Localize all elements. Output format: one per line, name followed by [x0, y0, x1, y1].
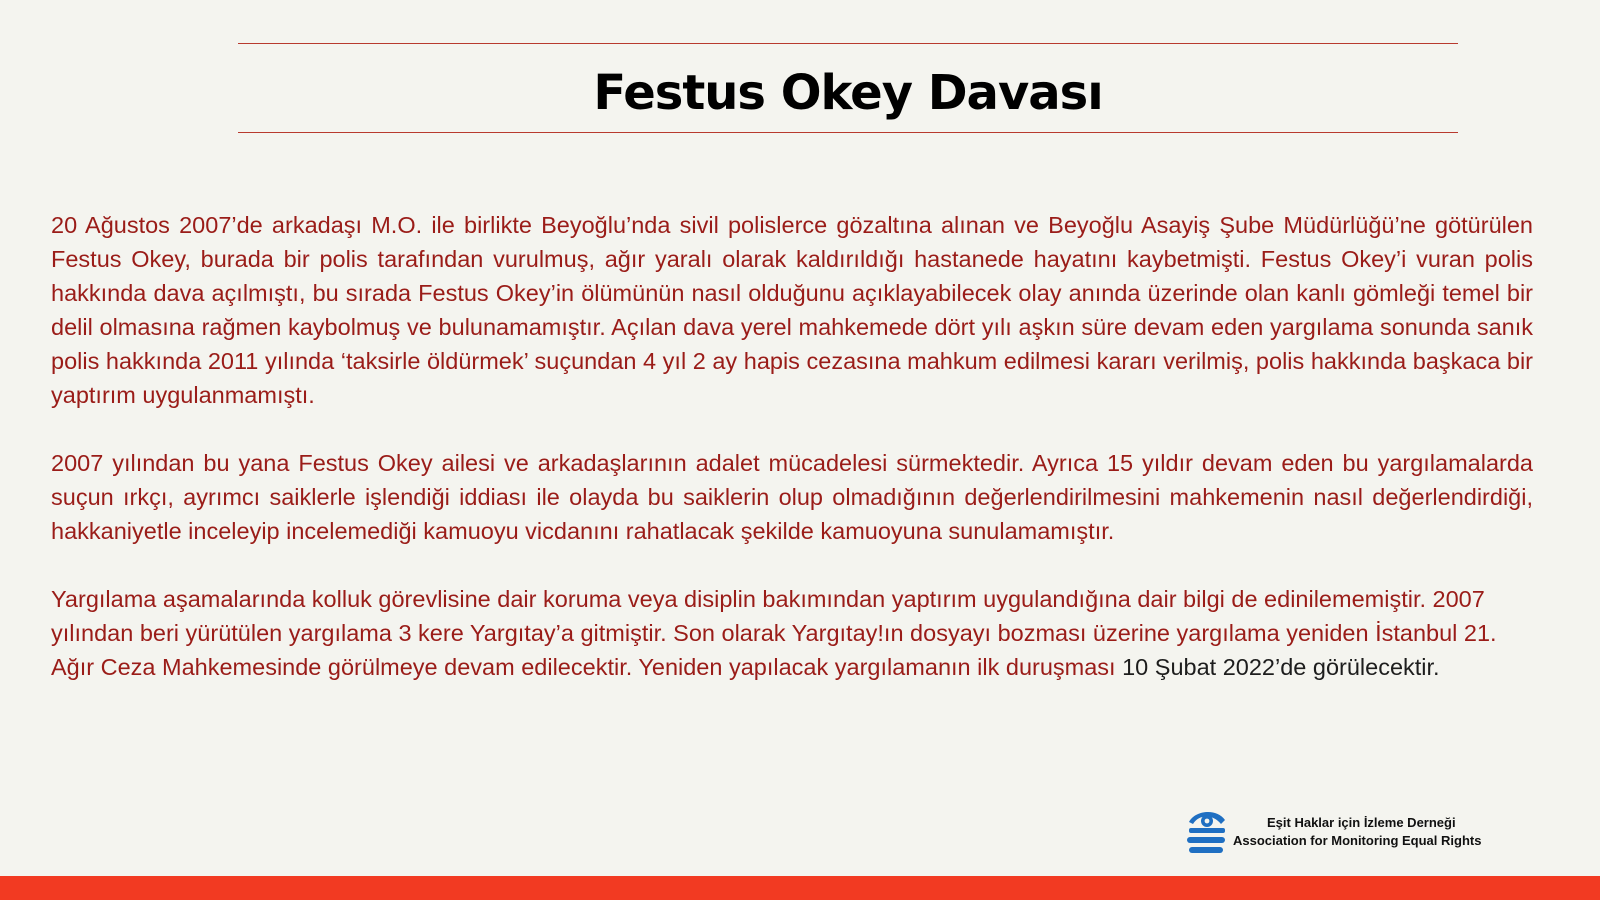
paragraph-1: 20 Ağustos 2007’de arkadaşı M.O. ile birlikte Beyoğlu’nda sivil polislerce gözaltına alınan ve Beyoğlu Asayiş Şube Müdürlüğü’ne götürülen Festus Okey, burada bir polis tarafından vurulmuş, ağır yaralı olarak kaldırıldığı hastanede hayatını kaybetmişti. Festus Okey’i vuran polis hakkında dava açılmıştı, bu sırada Festus Okey’in ölümünün nasıl olduğunu açıklayabilecek olay anında üzerinde olan kanlı gömleği temel bir delil olmasına rağmen kaybolmuş ve bulunamamıştır. Açılan dava yerel mahkemede dört yılı aşkın süre devam eden yargılama sonunda sanık polis hakkında 2011 yılında ‘taksirle öldürmek’ suçundan 4 yıl 2 ay hapis cezasına mahkum edilmesi kararı verilmiş, polis hakkında başkaca bir yaptırım uygulanmamıştı.: [51, 212, 1533, 408]
footer-bar: [0, 876, 1600, 900]
logo-name-english: Association for Monitoring Equal Rights: [1233, 833, 1482, 848]
logo-name-turkish: Eşit Haklar için İzleme Derneği: [1267, 815, 1456, 830]
organization-logo: [1187, 806, 1492, 862]
article-body: [51, 208, 1533, 718]
hearing-date: 10 Şubat 2022’de görülecektir.: [1122, 654, 1440, 680]
paragraph-2: 2007 yılından bu yana Festus Okey ailesi ve arkadaşlarının adalet mücadelesi sürmektedir. Ayrıca 15 yıldır devam eden bu yargılamalarda suçun ırkçı, ayrımcı saiklerle işlendiği iddiası ile olayda bu saiklerin olup olmadığının değerlendirilmesini mahkemenin nasıl değerlendirdiği, hakkaniyetle inceleyip incelemediği kamuoyu vicdanını rahatlacak şekilde kamuoyuna sunulamamıştır.: [51, 450, 1533, 544]
title-top-rule: [238, 43, 1458, 44]
paragraph-3: [51, 582, 1533, 684]
eye-stack-icon: [1187, 806, 1227, 856]
paragraph-3-text: Yargılama aşamalarında kolluk görevlisine dair koruma veya disiplin bakımından yaptırım uygulandığına dair bilgi de edinilememiştir. 2007 yılından beri yürütülen yargılama 3 kere Yargıtay’a gitmiştir. Son olarak Yargıtay!ın dosyayı bozması üzerine yargılama yeniden İstanbul 21. Ağır Ceza Mahkemesinde görülmeye devam edilecektir. Yeniden yapılacak yargılamanın ilk duruşması: [51, 586, 1497, 680]
page-title: Festus Okey Davası: [593, 65, 1103, 121]
title-bottom-rule: [238, 132, 1458, 133]
